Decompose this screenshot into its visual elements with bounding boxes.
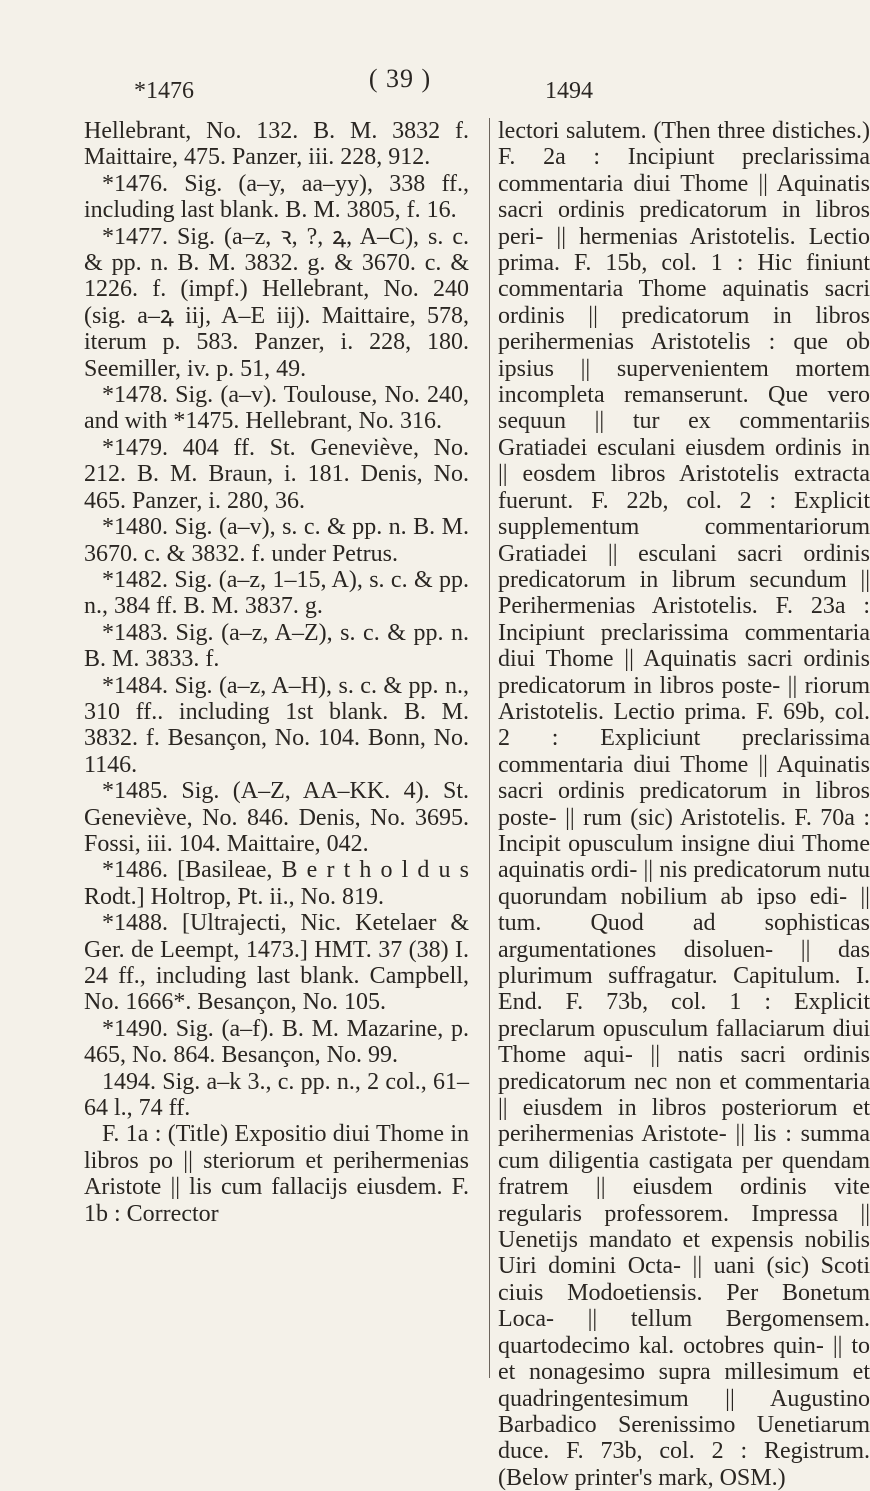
entry-1477: *1477. Sig. (a–z, ꝛ, ?, ꝝ, A–C), s. c. & pp. n. B. M. 3832. g. & 3670. c. & 1226. f. (impf.) Hellebrant, No. 240 (sig. a–ꝝ iij, A–E iij). Maittaire, 578, iterum p. 583. Panzer, i. 228, 180. Seemiller, iv. p. 51, 49. (84, 223, 469, 382)
right-column (489, 118, 870, 1491)
page-number: ( 39 ) (368, 64, 432, 93)
entry-1479: *1479. 404 ff. St. Geneviève, No. 212. B. M. Braun, i. 181. Denis, No. 465. Panzer, i. 280, 36. (84, 434, 469, 514)
entry-1483: *1483. Sig. (a–z, A–Z), s. c. & pp. n. B. M. 3833. f. (84, 619, 469, 673)
entry-1482: *1482. Sig. (a–z, 1–15, A), s. c. & pp. n., 384 ff. B. M. 3837. g. (84, 566, 469, 620)
entry-1480: *1480. Sig. (a–v), s. c. & pp. n. B. M. 3670. c. & 3832. f. under Petrus. (84, 514, 469, 567)
entry-1484: *1484. Sig. (a–z, A–H), s. c. & pp. n., 310 ff.. including 1st blank. B. M. 3832. f. Besançon, No. 104. Bonn, No. 1146. (84, 672, 469, 778)
entry-1494-title: F. 1a : (Title) Expositio diui Thome in libros po || steriorum et perihermenias Aristote || lis cum fallacijs eiusdem. F. 1b : Corrector (84, 1121, 469, 1227)
entry-1486: *1486. [Basileae, B e r t h o l d u s Rodt.] Holtrop, Pt. ii., No. 819. (84, 857, 469, 910)
entry-1488: *1488. [Ultrajecti, Nic. Ketelaer & Ger. de Leempt, 1473.] HMT. 37 (38) I. 24 ff., including last blank. Campbell, No. 1666*. Besançon, No. 105. (84, 910, 469, 1016)
entry-1490: *1490. Sig. (a–f). B. M. Mazarine, p. 465, No. 864. Besançon, No. 99. (84, 1015, 469, 1069)
entry-hellebrant: Hellebrant, No. 132. B. M. 3832 f. Maittaire, 475. Panzer, iii. 228, 912. (84, 118, 469, 171)
entry-1494: 1494. Sig. a–k 3., c. pp. n., 2 col., 61–64 l., 74 ff. (84, 1068, 469, 1122)
right-column-header: 1494 (545, 78, 593, 104)
entry-1485: *1485. Sig. (A–Z, AA–KK. 4). St. Geneviève, No. 846. Denis, No. 3695. Fossi, iii. 104. Maittaire, 042. (84, 778, 469, 857)
right-column-text: lectori salutem. (Then three distiches.) F. 2a : Incipiunt preclarissima commentaria diui Thome || Aquinatis sacri ordinis predicatorum in libros peri- || hermenias Aristotelis. Lectio prima. F. 15b, col. 1 : Hic finiunt commentaria Thome aquinatis sacri ordinis || predicatorum in libros perihermenias Aristotelis : que ob ipsius || supervenientem mortem incompleta remanserunt. Que vero sequun || tur ex commentariis Gratiadei esculani eiusdem ordinis in || eosdem libros Aristotelis extracta fuerunt. F. 22b, col. 2 : Explicit supplementum commentariorum Gratiadei || esculani sacri ordinis predicatorum in librum secundum || Perihermenias Aristotelis. F. 23a : Incipiunt preclarissima commentaria diui Thome || Aquinatis sacri ordinis predicatorum in libros poste- || riorum Aristotelis. Lectio prima. F. 69b, col. 2 : Expliciunt preclarissima commentaria diui Thome || Aquinatis sacri ordinis predicatorum in libros poste- || rum (sic) Aristotelis. F. 70a : Incipit opusculum insigne diui Thome aquinatis ordi- || nis predicatorum nutu quorundam nobilium ab ipso edi- || tum. Quod ad sophisticas argumentationes disoluen- || das plurimum suffragatur. Capitulum. I. End. F. 73b, col. 1 : Explicit preclarum opusculum fallaciarum diui Thome aqui- || natis sacri ordinis predicatorum nec non et commentaria || eiusdem in libros posteriorum et perihermenias Aristote- || lis : summa cum diligentia castigata per quendam fratrem || eiusdem ordinis vite regularis professorem. Impressa || Uenetijs mandato et expensis nobilis Uiri domini Octa- || uani (sic) Scoti ciuis Modoetiensis. Per Bonetum Loca- || tellum Bergomensem. quartodecimo kal. octobres quin- || to et nonagesimo supra millesimum et quadringentesimum || Augustino Barbadico Serenissimo Uenetiarum duce. F. 73b, col. 2 : Registrum. (Below printer's mark, OSM.) (498, 118, 870, 1491)
left-column-header: *1476 (134, 78, 194, 104)
entry-1476: *1476. Sig. (a–y, aa–yy), 338 ff., including last blank. B. M. 3805, f. 16. (84, 170, 469, 224)
entry-1478: *1478. Sig. (a–v). Toulouse, No. 240, and with *1475. Hellebrant, No. 316. (84, 382, 469, 435)
left-column (84, 118, 469, 1227)
